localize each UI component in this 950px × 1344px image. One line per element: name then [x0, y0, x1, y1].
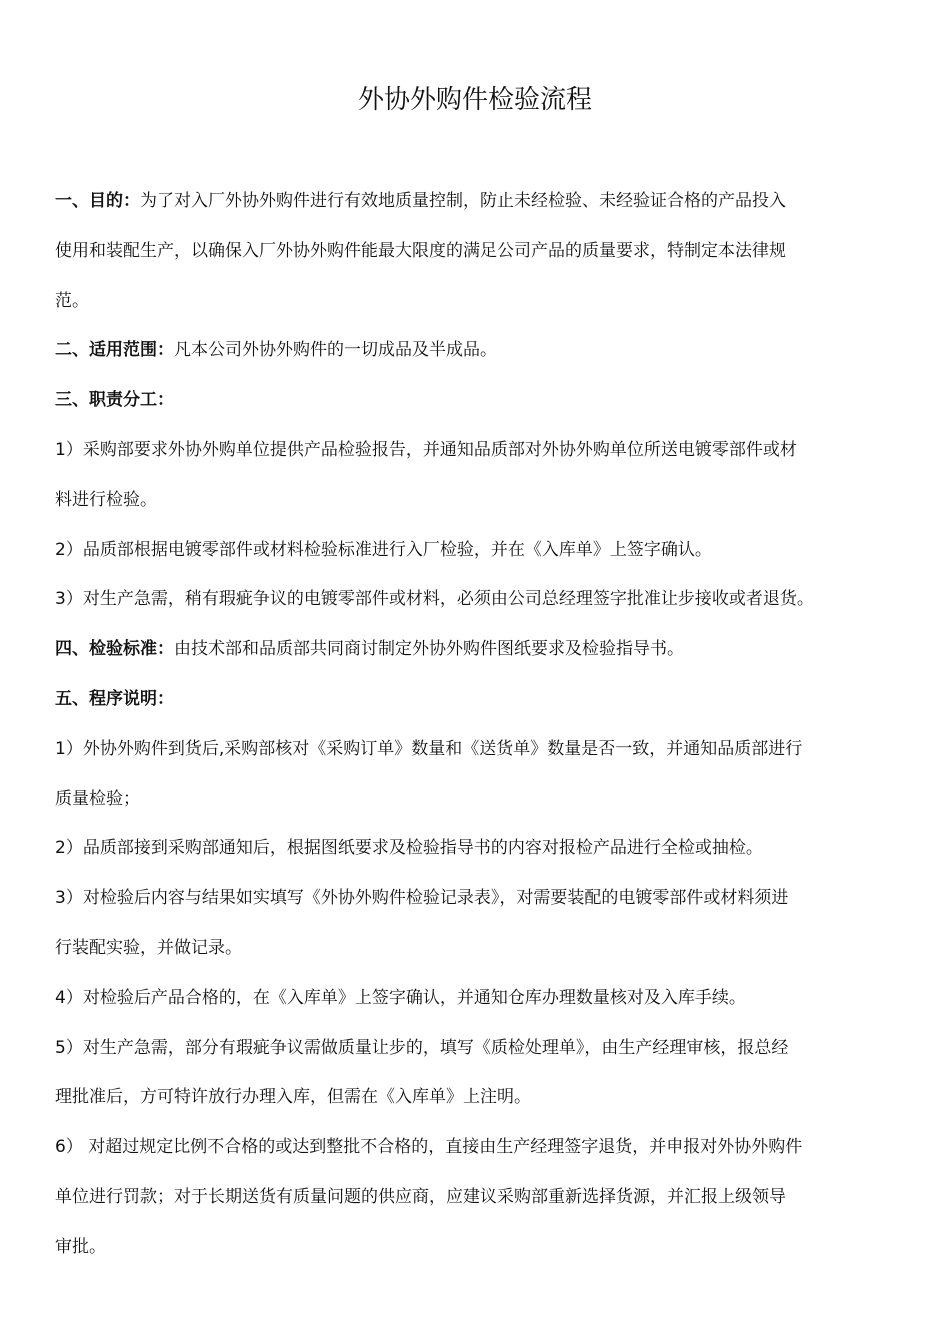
procedure-item-2: 2）品质部接到采购部通知后，根据图纸要求及检验指导书的内容对报检产品进行全检或抽检。: [55, 838, 763, 859]
procedure-item-5-line-2: 理批准后，方可特许放行办理入库，但需在《入库单》上注明。: [55, 1087, 531, 1108]
duties-item-3: 3）对生产急需，稍有瑕疵争议的电镀零部件或材料，必须由公司总经理签字批准让步接收或者退货。: [55, 589, 814, 610]
procedure-item-4: 4）对检验后产品合格的，在《入库单》上签字确认，并通知仓库办理数量核对及入库手续。: [55, 987, 746, 1008]
purpose-line-1: [55, 177, 905, 227]
duties-item-1-line-2: 料进行检验。: [55, 489, 157, 510]
procedure-heading: 五、程序说明：: [55, 688, 174, 709]
procedure-item-6-line-1: 6） 对超过规定比例不合格的或达到整批不合格的，直接由生产经理签字退货，并申报对外协外购件: [55, 1137, 803, 1158]
procedure-item-5-line-1: 5）对生产急需，部分有瑕疵争议需做质量让步的，填写《质检处理单》，由生产经理审核，报总经: [55, 1037, 789, 1058]
standard-paragraph: [55, 625, 905, 675]
purpose-heading: 一、目的：: [55, 191, 140, 211]
standard-text: 由技术部和品质部共同商讨制定外协外购件图纸要求及检验指导书。: [174, 639, 684, 660]
scope-paragraph: [55, 326, 905, 376]
duties-item-1-line-1: 1）采购部要求外协外购单位提供产品检验报告，并通知品质部对外协外购单位所送电镀零部件或材: [55, 439, 797, 460]
procedure-item-6-line-2: 单位进行罚款；对于长期送货有质量问题的供应商，应建议采购部重新选择货源，并汇报上级领导: [55, 1186, 786, 1207]
procedure-item-1-line-2: 质量检验；: [55, 788, 140, 809]
duties-heading: 三、职责分工：: [55, 390, 174, 411]
purpose-line-2: 使用和装配生产，以确保入厂外协外购件能最大限度的满足公司产品的质量要求，特制定本法律规: [55, 240, 786, 261]
document-title: 外协外购件检验流程: [357, 85, 592, 115]
purpose-line-3: 范。: [55, 290, 89, 311]
procedure-item-3-line-2: 行装配实验，并做记录。: [55, 937, 242, 958]
duties-item-2: 2）品质部根据电镀零部件或材料检验标准进行入厂检验，并在《入库单》上签字确认。: [55, 539, 712, 560]
procedure-item-3-line-1: 3）对检验后内容与结果如实填写《外协外购件检验记录表》，对需要装配的电镀零部件或材料须进: [55, 888, 789, 909]
purpose-text: 为了对入厂外协外购件进行有效地质量控制，防止未经检验、未经验证合格的产品投入: [140, 191, 786, 211]
document-body: [55, 177, 905, 1273]
procedure-item-1-line-1: 1）外协外购件到货后,采购部核对《采购订单》数量和《送货单》数量是否一致，并通知品质部进行: [55, 738, 803, 759]
scope-text: 凡本公司外协外购件的一切成品及半成品。: [174, 340, 497, 361]
scope-heading: 二、适用范围：: [55, 340, 174, 361]
standard-heading: 四、检验标准：: [55, 639, 174, 660]
procedure-item-6-line-3: 审批。: [55, 1236, 106, 1257]
